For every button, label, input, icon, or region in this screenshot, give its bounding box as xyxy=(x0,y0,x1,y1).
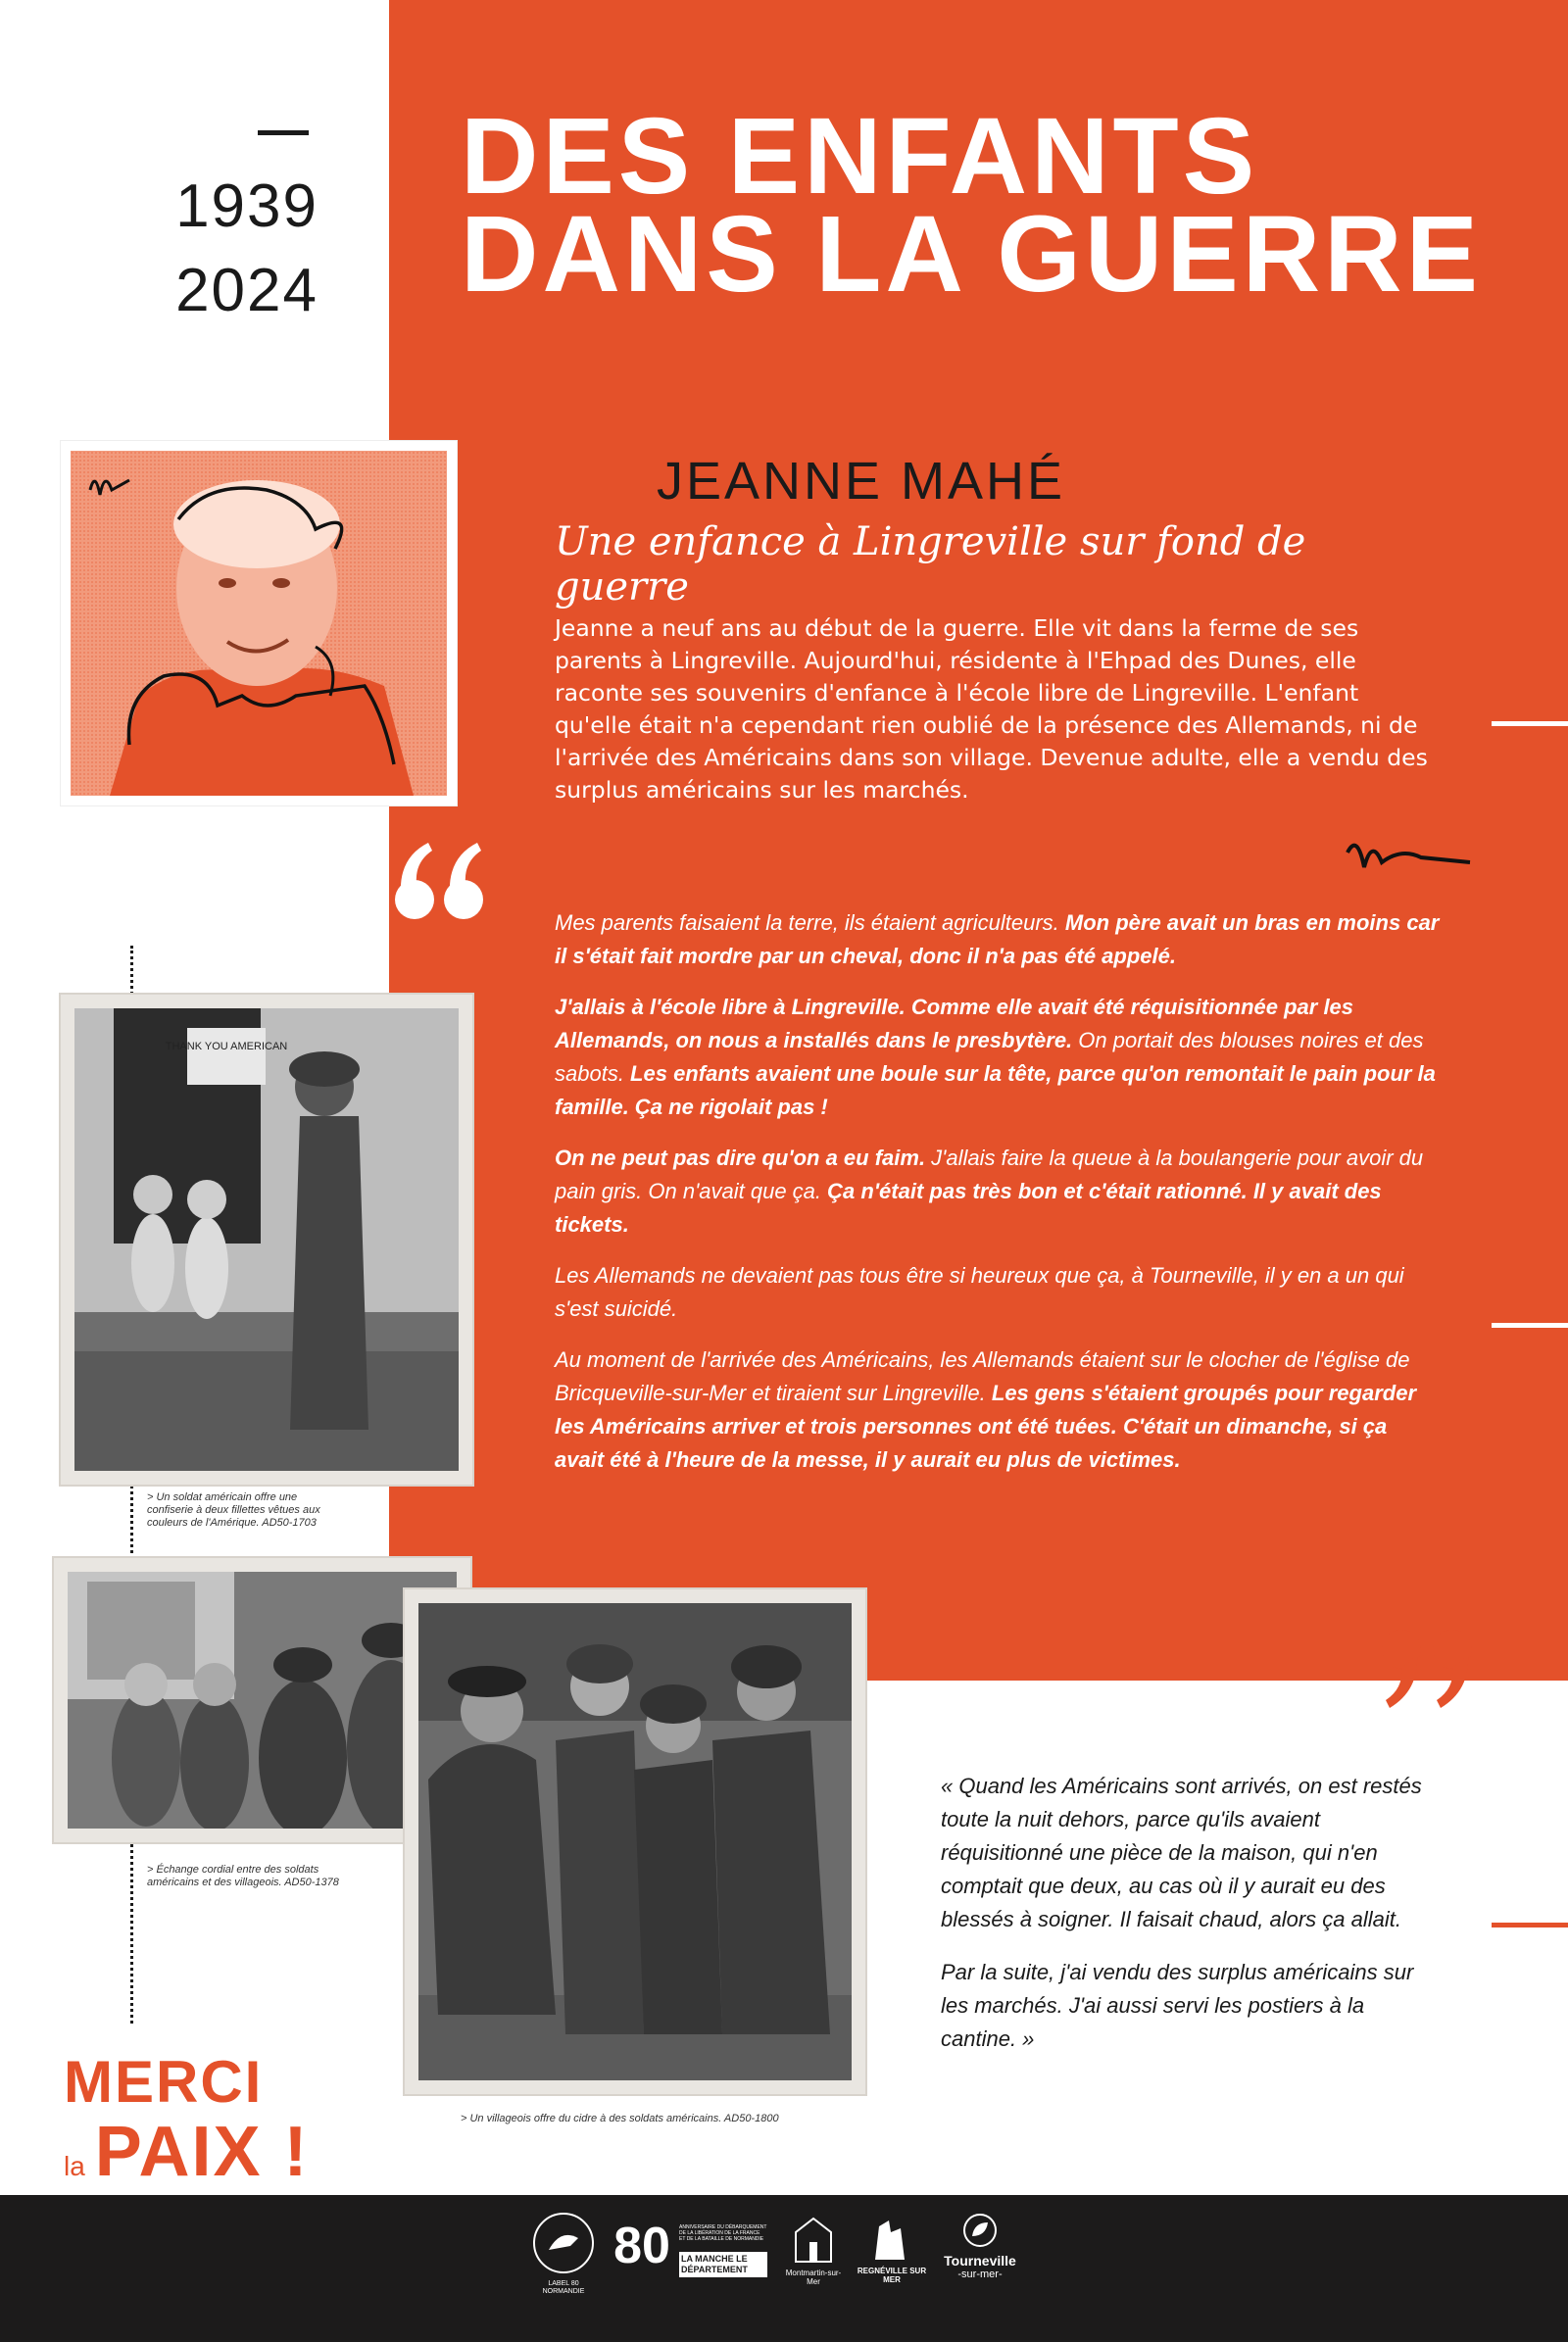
photo-cider-drawing xyxy=(418,1603,852,2080)
testimony-p4 xyxy=(555,1259,1442,1326)
logo-tourneville-text: Tourneville xyxy=(944,2253,1016,2269)
scribble-decoration xyxy=(1343,833,1480,882)
logo-montmartin xyxy=(779,2213,848,2286)
logo-la-manche-sub: LA MANCHE LE DÉPARTEMENT xyxy=(679,2252,767,2277)
tourneville-leaf-icon xyxy=(960,2213,1000,2248)
testimony-p2-bold: J'allais à l'école libre à Lingreville. Comme elle avait été réquisitionnée par les Allemands, on nous a installés dans le presbytère. xyxy=(555,995,1354,1052)
year-start: 1939 xyxy=(175,172,318,240)
portrait-illustration xyxy=(71,451,447,796)
logo-tourneville-sub: -sur-mer- xyxy=(957,2269,1003,2280)
testimony-p2-bold2: Les enfants avaient une boule sur la tête, parce qu'on remontait le pain pour la famille. Ça ne rigolait pas ! xyxy=(555,1061,1436,1119)
merci-line2b: PAIX ! xyxy=(94,2113,310,2191)
orange-dash xyxy=(1492,1923,1568,1927)
side-dash-1 xyxy=(1492,721,1568,726)
logo-80-text: 80 xyxy=(613,2218,670,2274)
testimony-p3-bold: On ne peut pas dire qu'on a eu faim. xyxy=(555,1146,926,1170)
testimony-p3-text: J'allais faire la queue à la boulangerie pour avoir du pain gris. On n'avait que ça. xyxy=(555,1146,1424,1203)
testimony-p1 xyxy=(555,906,1442,973)
testimony-p2-text: On portait des blouses noires et des sabots. xyxy=(555,1028,1424,1086)
side-dash-2 xyxy=(1492,1323,1568,1328)
logo-label-80-text: LABEL 80 NORMANDIE xyxy=(542,2280,585,2295)
testimony-p3 xyxy=(555,1142,1442,1242)
photo-soldier-girls-image xyxy=(74,1008,459,1471)
year-end: 2024 xyxy=(175,257,318,324)
top-dash xyxy=(258,130,309,135)
caption-photo2: > Échange cordial entre des soldats américains et des villageois. AD50-1378 xyxy=(147,1864,339,1888)
person-subtitle: Une enfance à Lingreville sur fond de guerre xyxy=(555,519,1306,610)
person-name: JEANNE MAHÉ xyxy=(657,452,1066,511)
photo-soldier-girls-drawing xyxy=(74,1008,459,1471)
photo-cordial-exchange-drawing xyxy=(68,1572,457,1829)
logo-la-manche xyxy=(679,2224,767,2277)
testimony-p3-bold2: Ça n'était pas très bon et c'était rationné. Il y avait des tickets. xyxy=(555,1179,1382,1237)
montmartin-icon xyxy=(786,2213,841,2264)
testimony-p5-text: Au moment de l'arrivée des Américains, les Allemands étaient sur le clocher de l'église de Bricqueville-sur-Mer et tiraient sur Lingreville. xyxy=(555,1347,1410,1405)
years-block xyxy=(162,165,318,333)
regneville-icon xyxy=(867,2213,916,2262)
logo-label-80 xyxy=(529,2211,598,2296)
quote-open-icon xyxy=(387,823,495,931)
testimony-p5 xyxy=(555,1343,1442,1477)
second-quote-p1: « Quand les Américains sont arrivés, on est restés toute la nuit dehors, parce qu'ils avaient réquisitionné une pièce de la maison, qui n'en comptait que deux, au cas où il y aurait eu des blessés à soigner. Il faisait chaud, alors ça allait. xyxy=(941,1774,1422,1931)
title-line1: DES ENFANTS xyxy=(461,96,1259,217)
photo-cordial-exchange-image xyxy=(68,1572,457,1829)
testimony-p1-text: Mes parents faisaient la terre, ils étaient agriculteurs. xyxy=(555,910,1065,935)
photo-sign-text: THANK YOU AMERICAN xyxy=(165,1041,288,1052)
testimony-block xyxy=(555,906,1442,1494)
photo-cider-image xyxy=(418,1603,852,2080)
logo-tourneville xyxy=(936,2213,1024,2281)
label-80-icon xyxy=(531,2211,596,2275)
photo-cider xyxy=(405,1589,865,2094)
testimony-p1-bold: Mon père avait un bras en moins car il s'était fait mordre par un cheval, donc il n'a pas été appelé. xyxy=(555,910,1440,968)
logo-80 xyxy=(612,2217,671,2275)
title-line2: DANS LA GUERRE xyxy=(461,194,1482,315)
logo-montmartin-text: Montmartin-sur-Mer xyxy=(785,2269,842,2286)
page-title xyxy=(461,96,1519,315)
testimony-p5-bold: Les gens s'étaient groupés pour regarder les Américains arriver et trois personnes ont été tuées. C'était un dimanche, si ça avait été à l'heure de la messe, il y aurait eu plus de victimes. xyxy=(555,1381,1416,1472)
intro-paragraph: Jeanne a neuf ans au début de la guerre. Elle vit dans la ferme de ses parents à Lingreville. Aujourd'hui, résidente à l'Ehpad des Dunes, elle raconte ses souvenirs d'enfance à l'école libre de Lingreville. L'enfant qu'elle était n'a cependant rien oublié de la présence des Allemands, ni de l'arrivée des Américains dans son village. Devenue adulte, elle a vendu des surplus américains sur les marchés. xyxy=(555,614,1428,804)
merci-line2a: la xyxy=(64,2151,85,2181)
logo-la-manche-title: ANNIVERSAIRE DU DÉBARQUEMENT DE LA LIBÉRATION DE LA FRANCE ET DE LA BATAILLE DE NORMANDIE xyxy=(679,2224,767,2242)
second-quote-p2: Par la suite, j'ai vendu des surplus américains sur les marchés. J'ai aussi servi les postiers à la cantine. » xyxy=(941,1960,1414,2051)
quote-close-icon xyxy=(1372,1622,1480,1730)
testimony-p2 xyxy=(555,991,1442,1124)
second-quote xyxy=(941,1770,1431,2075)
logo-regneville xyxy=(853,2213,931,2284)
caption-photo3: > Un villageois offre du cidre à des soldats américains. AD50-1800 xyxy=(461,2113,779,2124)
logo-regneville-text: REGNÉVILLE SUR MER xyxy=(857,2267,927,2284)
merci-line1: MERCI xyxy=(64,2049,264,2115)
merci-la-paix-logo xyxy=(64,2049,310,2196)
portrait-image xyxy=(71,451,447,796)
photo-soldier-girls xyxy=(61,995,472,1485)
caption-photo1: > Un soldat américain offre une confiserie à deux fillettes vêtues aux couleurs de l'Amérique. AD50-1703 xyxy=(147,1491,320,1529)
portrait-frame xyxy=(61,441,457,805)
testimony-p4-text: Les Allemands ne devaient pas tous être si heureux que ça, à Tourneville, il y en a un qui s'est suicidé. xyxy=(555,1263,1404,1321)
